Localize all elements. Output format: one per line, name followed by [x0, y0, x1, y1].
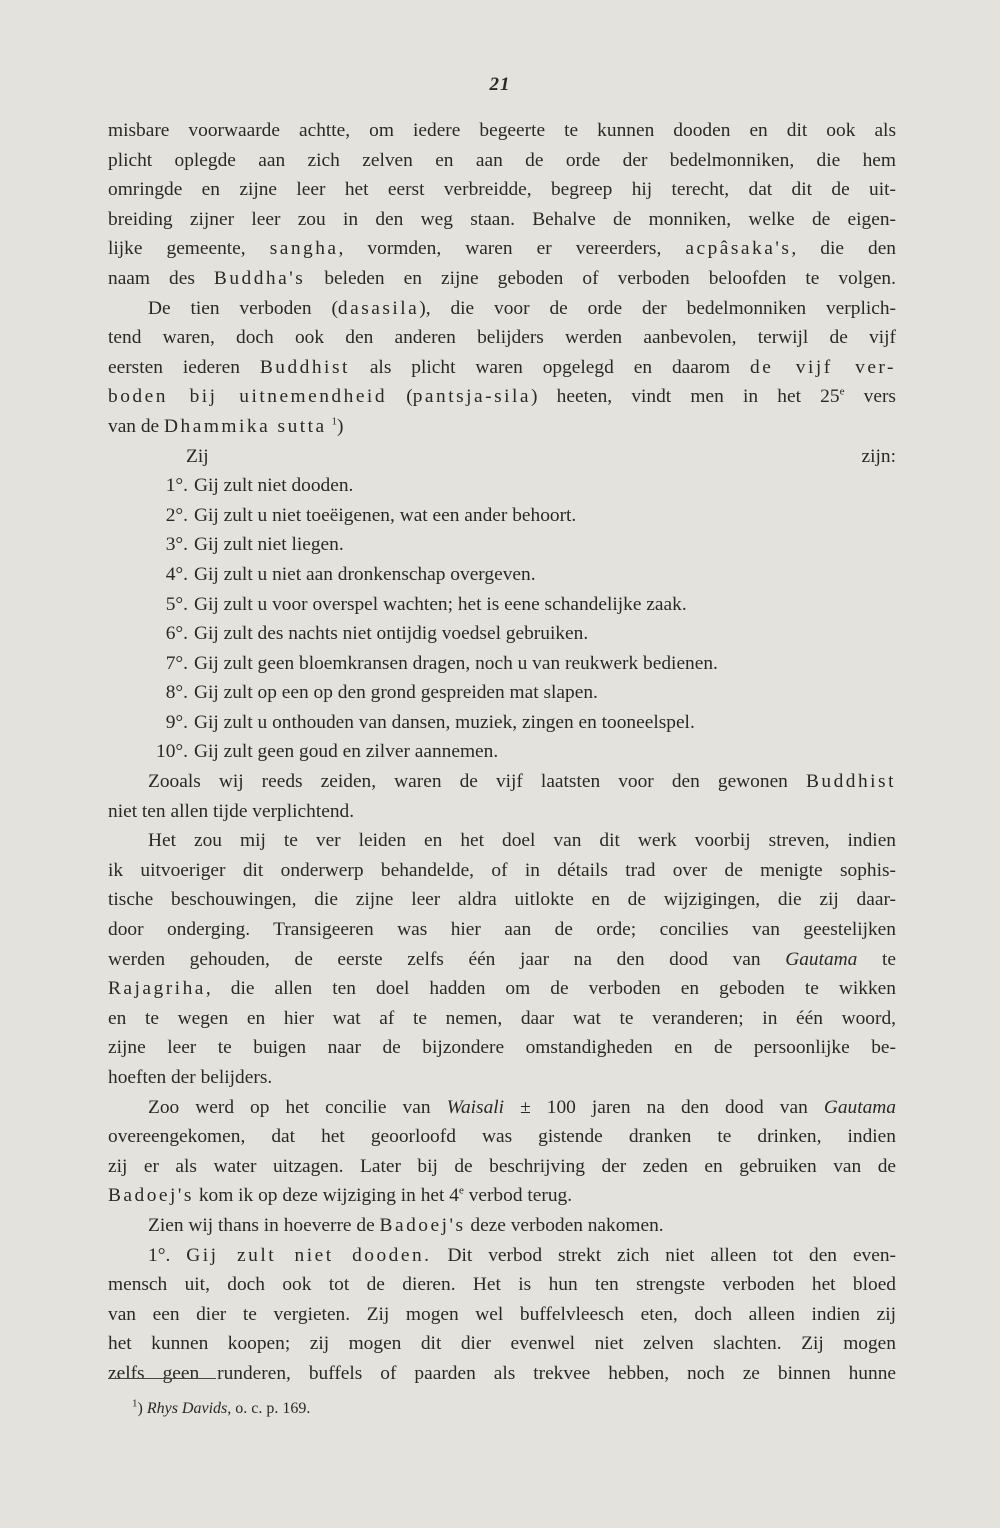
- text-line: boden bij uitnemendheid (pantsja-sila) heeten, vindt men in het 25e vers: [108, 385, 896, 408]
- text-line: ik uitvoeriger dit onderwerp behandelde, of in détails trad over de menigte sophis-: [108, 859, 896, 881]
- list-item: 6°. Gij zult des nachts niet ontijdig voedsel gebruiken.: [165, 623, 589, 645]
- body-text: [108, 116, 896, 1389]
- text-line: Badoej's kom ik op deze wijziging in het 4e verbod terug.: [108, 1184, 573, 1207]
- text-line: omringde en zijne leer het eerst verbreidde, begreep hij terecht, dat dit de uit-: [108, 179, 896, 201]
- text-line: overeengekomen, dat het geoorloofd was gistende dranken te drinken, indien: [108, 1126, 896, 1148]
- text-line: hoeften der belijders.: [108, 1067, 273, 1088]
- text-line: Zooals wij reeds zeiden, waren de vijf laatsten voor den gewonen Buddhist: [148, 771, 896, 793]
- footnote-ref: 1: [331, 415, 338, 428]
- text-line: Zoo werd op het concilie van Waisali ± 100 jaren na den dood van Gautama: [148, 1096, 896, 1118]
- text-line: tische beschouwingen, die zijne leer aldra uitlokte en de wijzigingen, die zij daar-: [108, 889, 896, 911]
- text-line: het kunnen koopen; zij mogen dit dier evenwel niet zelven slachten. Zij mogen: [108, 1333, 896, 1355]
- text-line: van een dier te vergieten. Zij mogen wel buffelvleesch eten, doch alleen indien zij: [108, 1303, 896, 1325]
- list: [108, 471, 896, 767]
- text-line: plicht oplegde aan zich zelven en aan de orde der bedelmonniken, die hem: [108, 149, 896, 171]
- text-line: 1°. Gij zult niet dooden. Dit verbod strekt zich niet alleen tot den even-: [148, 1244, 897, 1266]
- text-line: naam des Buddha's beleden en zijne geboden of verboden beloofden te volgen.: [108, 267, 896, 289]
- text-line: zij er als water uitzagen. Later bij de beschrijving der zeden en gebruiken van de: [108, 1155, 896, 1177]
- text-line: misbare voorwaarde achtte, om iedere begeerte te kunnen dooden en dit ook als: [108, 120, 896, 141]
- text-line: van de Dhammika sutta $^1$): [108, 415, 344, 437]
- text-line: De tien verboden (dasasila), die voor de orde der bedelmonniken verplich-: [148, 297, 896, 319]
- list-item: 8°. Gij zult op een op den grond gespreiden mat slapen.: [165, 682, 598, 704]
- list-item: 2°. Gij zult u niet toeëigenen, wat een ander behoort.: [165, 504, 577, 526]
- list-heading: Zij zijn:: [186, 445, 896, 467]
- text-line: eersten iederen Buddhist als plicht waren opgelegd en daarom de vijf ver-: [108, 356, 896, 378]
- list-item: 5°. Gij zult u voor overspel wachten; het is eene schandelijke zaak.: [165, 593, 687, 615]
- text-line: breiding zijner leer zou in den weg staan. Behalve de monniken, welke de eigen-: [108, 208, 896, 230]
- text-line: Rajagriha, die allen ten doel hadden om de verboden en geboden te wikken: [108, 978, 896, 1000]
- list-item: 1°. Gij zult niet dooden.: [165, 475, 354, 497]
- footnote-divider: [108, 1378, 216, 1379]
- page-number: 21: [489, 74, 511, 95]
- text-line: werden gehouden, de eerste zelfs één jaar na den dood van Gautama te: [108, 948, 896, 970]
- text-line: door onderging. Transigeeren was hier aan de orde; concilies van geestelijken: [108, 919, 896, 941]
- text-line: Zien wij thans in hoeverre de Badoej's deze verboden nakomen.: [148, 1214, 664, 1236]
- list-item: 4°. Gij zult u niet aan dronkenschap overgeven.: [165, 563, 536, 585]
- text-line: lijke gemeente, sangha, vormden, waren er vereerders, acpâsaka's, die den: [108, 238, 896, 260]
- text-line: niet ten allen tijde verplichtend.: [108, 800, 355, 822]
- text-line: zijne leer te buigen naar de bijzondere omstandigheden en de persoonlijke be-: [108, 1037, 896, 1059]
- text-line: tend waren, doch ook den anderen belijders werden aanbevolen, terwijl de vijf: [108, 327, 896, 349]
- list-item: 7°. Gij zult geen bloemkransen dragen, noch u van reukwerk bedienen.: [165, 652, 718, 674]
- text-line: mensch uit, doch ook tot de dieren. Het is hun ten strengste verboden het bloed: [108, 1274, 896, 1296]
- footnote: $^1$) Rhys Davids, o. c. p. 169.: [132, 1397, 311, 1417]
- list-item: 10°. Gij zult geen goud en zilver aannemen.: [156, 741, 499, 763]
- text-line: en te wegen en hier wat af te nemen, daar wat te veranderen; in één woord,: [108, 1007, 896, 1029]
- text-line: zelfs geen runderen, buffels of paarden als trekvee hebben, noch ze binnen hunne: [108, 1362, 896, 1384]
- list-item: 9°. Gij zult u onthouden van dansen, muziek, zingen en tooneelspel.: [165, 711, 695, 733]
- list-item: 3°. Gij zult niet liegen.: [165, 534, 344, 556]
- text-line: Het zou mij te ver leiden en het doel van dit werk voorbij streven, indien: [148, 830, 896, 852]
